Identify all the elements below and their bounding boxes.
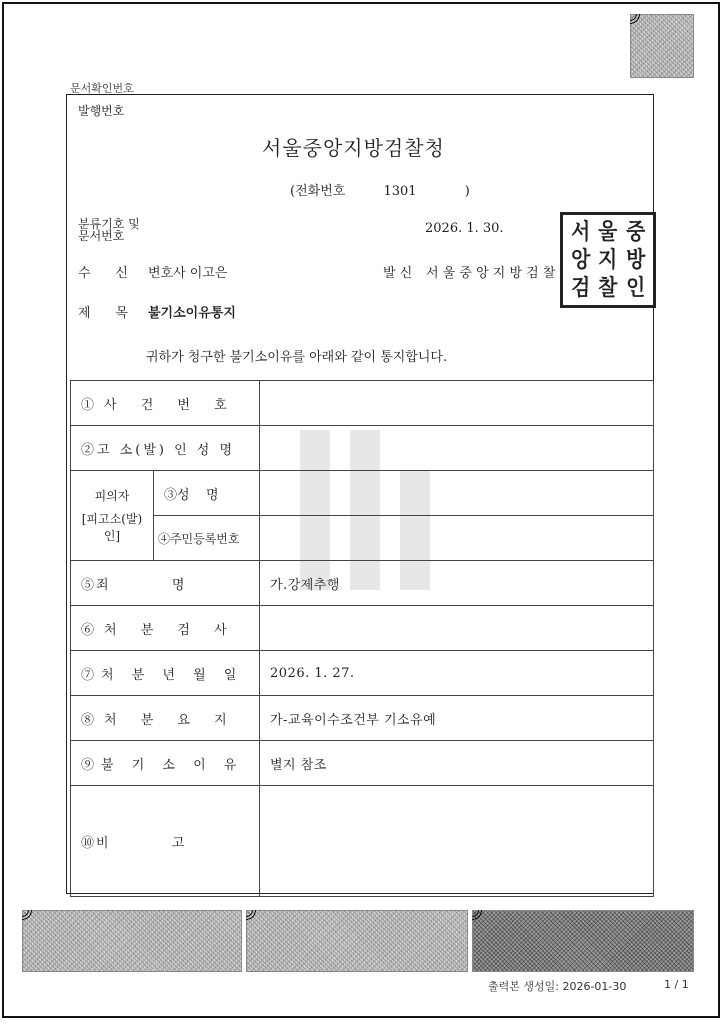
recipient-label: 수 신: [78, 266, 128, 281]
seal-char: 중: [625, 220, 645, 245]
ripple-icon: [246, 910, 264, 928]
seal-char: 앙: [571, 248, 591, 273]
case-no-value: [260, 381, 654, 426]
table-row: [71, 741, 654, 786]
seal-char: 지: [598, 248, 618, 273]
remarks-value: [260, 786, 654, 897]
suspect-id-label: ④주민등록번호: [153, 516, 259, 561]
ripple-icon: [22, 910, 40, 928]
reason-label: ⑨불 기 소 이 유: [71, 741, 260, 786]
phone-number: 1301: [383, 184, 417, 199]
charge-value: 가.강제추행: [260, 561, 654, 606]
security-pattern-bottom-3: [472, 910, 694, 972]
disposal-date-label: ⑦처 분 년 월 일: [71, 651, 260, 696]
ripple-icon: [630, 14, 648, 32]
disposal-date-value: 2026. 1. 27.: [260, 651, 654, 696]
seal-char: 찰: [598, 276, 618, 301]
reason-value: 별지 참조: [260, 741, 654, 786]
classification-label-1: 분류기호 및: [78, 217, 140, 231]
seal-char: 검: [571, 276, 591, 301]
seal-char: 서: [571, 220, 591, 245]
sender-label: 발 신: [383, 266, 413, 281]
official-seal: [560, 212, 656, 308]
security-pattern-bottom-2: [246, 910, 468, 972]
sender-value: 서 울 중 앙 지 방 검 찰: [426, 266, 556, 281]
seal-char: 방: [625, 248, 645, 273]
table-row: [71, 651, 654, 696]
output-date: 출력본 생성일: 2026-01-30: [488, 980, 627, 993]
suspect-name-label: ③성 명: [153, 471, 259, 516]
subject-label: 제 목: [78, 306, 128, 321]
subject-value: 불기소이유통지: [148, 306, 236, 321]
table-row: [71, 561, 654, 606]
phone-label: (전화번호: [290, 184, 346, 199]
table-row: [71, 426, 654, 471]
seal-char: 인: [625, 276, 645, 301]
seal-char: 울: [598, 220, 618, 245]
classification-label: [78, 218, 140, 242]
table-row: [71, 516, 654, 561]
table-row: [71, 471, 654, 516]
disposal-summary-value: 가-교육이수조건부 기소유예: [260, 696, 654, 741]
prosecutor-label: ⑥처 분 검 사: [71, 606, 260, 651]
document-date: 2026. 1. 30.: [425, 221, 504, 236]
prosecutor-value: [260, 606, 654, 651]
agency-title: 서울중앙지방검찰청: [262, 136, 445, 160]
doc-confirm-label: 문서확인번호: [70, 82, 134, 95]
security-pattern-bottom-1: [22, 910, 242, 972]
charge-label: ⑤죄 명: [71, 561, 260, 606]
intro-text: 귀하가 청구한 불기소이유를 아래와 같이 통지합니다.: [146, 350, 448, 365]
table-row: [71, 381, 654, 426]
notice-table: [70, 380, 654, 897]
issue-no-label: 발행번호: [78, 104, 125, 118]
ripple-icon: [472, 910, 490, 928]
table-row: [71, 696, 654, 741]
disposal-summary-label: ⑧처 분 요 지: [71, 696, 260, 741]
table-row: [71, 606, 654, 651]
remarks-label: ⑩비 고: [71, 786, 260, 897]
complainant-label: ②고 소(발) 인 성 명: [71, 426, 260, 471]
suspect-group-label-2: [피고소(발)인]: [81, 512, 143, 543]
table-row: [71, 786, 654, 897]
suspect-name-value: [260, 471, 654, 516]
classification-label-2: 문서번호: [78, 229, 125, 243]
suspect-id-value: [260, 516, 654, 561]
case-no-label: ①사 건 번 호: [71, 381, 260, 426]
recipient-value: 변호사 이고은: [148, 266, 228, 281]
phone-close: ): [464, 184, 470, 199]
suspect-group-label: [71, 471, 154, 561]
phone-line: [290, 180, 470, 199]
complainant-value: [260, 426, 654, 471]
page-number: 1 / 1: [664, 978, 689, 991]
suspect-group-label-1: 피의자: [94, 489, 130, 503]
